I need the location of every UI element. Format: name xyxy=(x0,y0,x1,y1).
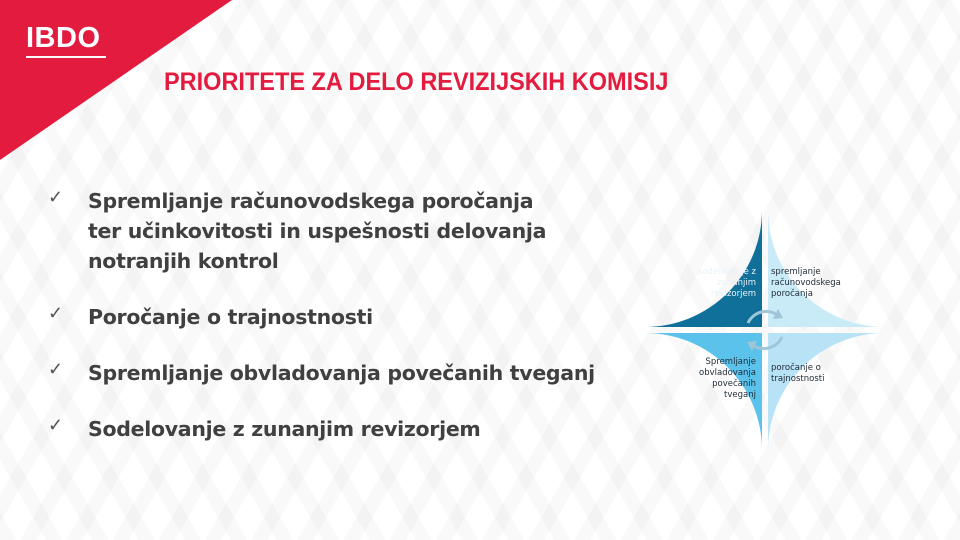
bdo-logo: IBDO xyxy=(26,22,101,54)
segment-label-top-left xyxy=(680,267,756,300)
segment-line: tveganj xyxy=(724,390,756,400)
bullet-item xyxy=(48,302,628,332)
bullet-line: Poročanje o trajnostnosti xyxy=(88,305,373,329)
segment-bottom-right xyxy=(768,333,885,450)
bullet-line: Spremljanje računovodskega poročanja xyxy=(88,189,534,213)
segment-line: računovodskega xyxy=(771,278,841,288)
cycle-diagram xyxy=(640,205,890,455)
bullet-list xyxy=(48,186,628,470)
segment-line: poročanja xyxy=(771,289,813,299)
segment-line: Spremljanje xyxy=(705,357,756,367)
checkmark-icon: ✓ xyxy=(48,359,64,379)
cycle-diagram-graphic xyxy=(640,205,890,455)
bullet-text xyxy=(88,358,628,388)
segment-line: spremljanje xyxy=(771,267,821,277)
bullet-item xyxy=(48,358,628,388)
segment-line: povečanih xyxy=(712,379,756,389)
segment-line: sodelovanje z xyxy=(697,267,756,277)
segment-line: obvladovanja xyxy=(699,368,756,378)
bullet-line: notranjih kontrol xyxy=(88,249,279,273)
segment-label-top-right xyxy=(771,267,871,300)
checkmark-icon: ✓ xyxy=(48,415,64,435)
cycle-arrows-icon xyxy=(747,309,783,351)
segment-line: trajnostnosti xyxy=(771,374,825,384)
bullet-item xyxy=(48,414,628,444)
bullet-text xyxy=(88,414,628,444)
slide-title: PRIORITETE ZA DELO REVIZIJSKIH KOMISIJ xyxy=(164,68,669,96)
segment-label-bottom-right xyxy=(771,363,871,385)
bullet-line: Sodelovanje z zunanjim revizorjem xyxy=(88,417,481,441)
segment-line: zunanjim xyxy=(717,278,756,288)
segment-line: poročanje o xyxy=(771,363,821,373)
bullet-item xyxy=(48,186,628,276)
logo-underline xyxy=(26,56,106,58)
checkmark-icon: ✓ xyxy=(48,187,64,207)
bullet-line: ter učinkovitosti in uspešnosti delovanja xyxy=(88,219,547,243)
bullet-text xyxy=(88,186,628,276)
segment-label-bottom-left xyxy=(672,357,756,401)
bullet-line: Spremljanje obvladovanja povečanih tveganj xyxy=(88,361,595,385)
checkmark-icon: ✓ xyxy=(48,303,64,323)
bullet-text xyxy=(88,302,628,332)
segment-line: revizorjem xyxy=(711,289,756,299)
